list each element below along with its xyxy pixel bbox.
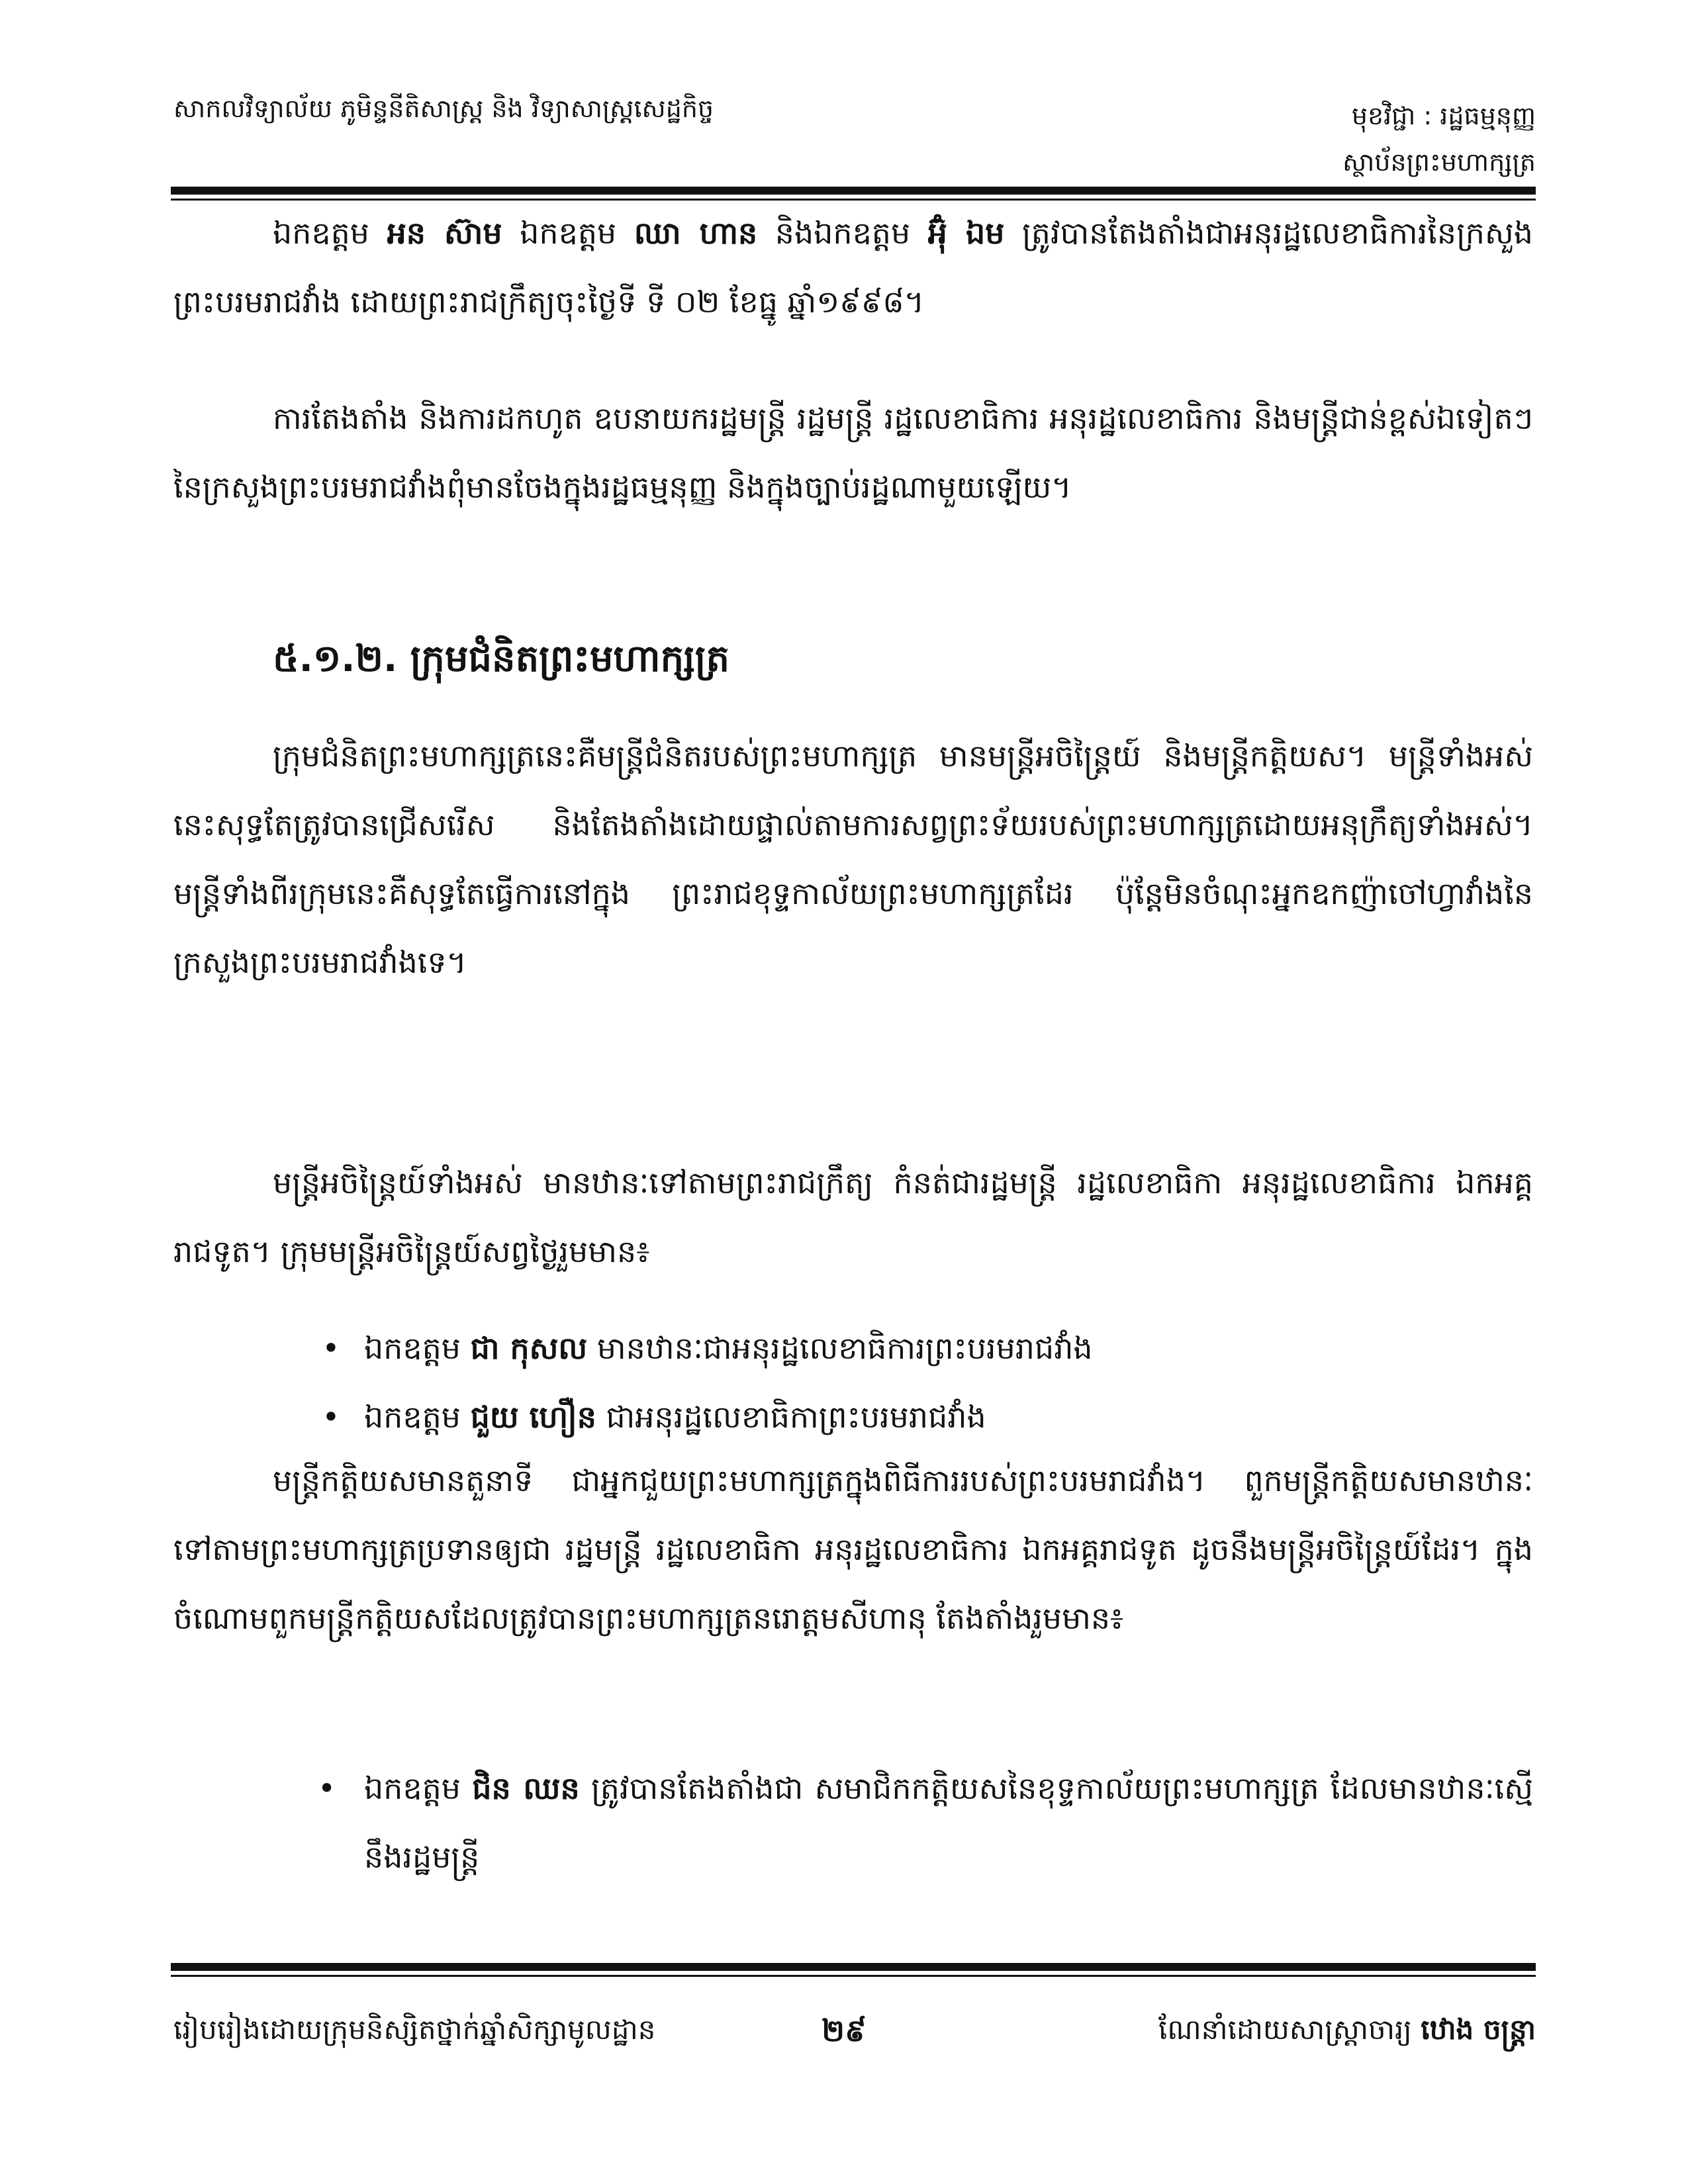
paragraph-appointment-rules: ការតែងតាំង និងការដកហូត ឧបនាយករដ្ឋមន្ត្រី រដ្ឋមន្ត្រី រដ្ឋលេខាធិការ អនុរដ្ឋលេខាធិការ និងមន្ត្រីជាន់ខ្ពស់ឯទៀតៗនៃក្រសួងព្រះបរមរាជវាំងពុំមានចែងក្នុងរដ្ឋធម្មនុញ្ញ និងក្នុងច្បាប់រដ្ឋណាមួយឡើយ។ bbox=[173, 400, 1533, 505]
name-an-siam: អន ស៊ាម bbox=[387, 215, 502, 251]
list-item: • ឯកឧត្តម ជា កុសល មានឋានៈជាអនុរដ្ឋលេខាធិការព្រះបរមរាជវាំង bbox=[318, 1314, 1533, 1383]
paragraph-royal-cabinet: ក្រុមជំនិតព្រះមហាក្សត្រនេះគឺមន្ត្រីជំនិតរបស់ព្រះមហាក្សត្រ មានមន្ត្រីអចិន្ត្រៃយ៍ និងមន្ត្រីកត្តិយស។ មន្ត្រីទាំងអស់នេះសុទ្ធតែត្រូវបានជ្រើសរើស និងតែងតាំងដោយផ្ទាល់តាមការសព្វព្រះទ័យរបស់ព្រះមហាក្សត្រដោយអនុក្រឹត្យទាំងអស់។ មន្ត្រីទាំងពីរក្រុមនេះគឺសុទ្ធតែធ្វើការនៅក្នុង ព្រះរាជខុទ្ទកាល័យព្រះមហាក្សត្រដែរ ប៉ុន្តែមិនចំណុះអ្នកឧកញ៉ាចៅហ្វាវាំងនៃក្រសួងព្រះបរមរាជវាំងទេ។ bbox=[173, 738, 1533, 980]
name-um-em: អ៊ុំ ឯម bbox=[927, 215, 1005, 251]
paragraph-honorary-officials: មន្ត្រីកត្តិយសមានតួនាទី ជាអ្នកជួយព្រះមហាក្សត្រក្នុងពិធីការរបស់ព្រះបរមរាជវាំង។ ពួកមន្ត្រីកត្តិយសមានឋានៈ ទៅតាមព្រះមហាក្សត្រប្រទានឲ្យជា រដ្ឋមន្ត្រី រដ្ឋលេខាធិកា អនុរដ្ឋលេខាធិការ ឯកអគ្គរាជទូត ដូចនឹងមន្ត្រីអចិន្ត្រៃយ៍ដែរ។ ក្នុងចំណោមពួកមន្ត្រីកត្តិយសដែលត្រូវបានព្រះមហាក្សត្រនរោត្តមសីហានុ តែងតាំងរួមមាន៖ bbox=[173, 1463, 1533, 1636]
footer-rule-thick bbox=[171, 1963, 1536, 1971]
bullet-dot-icon: • bbox=[318, 1770, 336, 1806]
paragraph-appointments: ឯកឧត្តម អន ស៊ាម ឯកឧត្តម ឈា ហាន និងឯកឧត្តម អ៊ុំ ឯម ត្រូវបានតែងតាំងជាអនុរដ្ឋលេខាធិការនៃក្រសួងព្រះបរមរាជវាំង ដោយព្រះរាជក្រឹត្យចុះថ្ងៃទី ទី ០២ ខែធ្នូ ឆ្នាំ១៩៩៨។ bbox=[173, 215, 1533, 320]
list-item: • ឯកឧត្តម ជួយ ហឿន ជាអនុរដ្ឋលេខាធិកាព្រះបរមរាជវាំង bbox=[318, 1383, 1533, 1451]
bullet-dot-icon: • bbox=[322, 1330, 340, 1366]
bullet-list-permanent bbox=[318, 1314, 1533, 1451]
footer-rule-thin bbox=[171, 1975, 1536, 1977]
name-chea-han: ឈា ហាន bbox=[633, 215, 758, 251]
list-item: • ឯកឧត្តម ជិន ឈន ត្រូវបានតែងតាំងជា សមាជិកកត្តិយសនៃខុទ្ទកាល័យព្រះមហាក្សត្រ ដែលមានឋានៈស្មើនឹងរដ្ឋមន្ត្រី bbox=[318, 1754, 1533, 1891]
header-topic: ស្ថាប័នព្រះមហាក្សត្រ bbox=[1342, 148, 1536, 177]
section-title: ៥.១.២. ក្រុមជំនិតព្រះមហាក្សត្រ bbox=[273, 637, 730, 680]
bullet-list-honorary bbox=[318, 1754, 1533, 1891]
header-university: សាកលវិទ្យាល័យ ភូមិន្ទនីតិសាស្ត្រ និង វិទ្យាសាស្ត្រសេដ្ឋកិច្ច bbox=[173, 94, 714, 123]
header-subject: មុខវិជ្ជា : រដ្ឋធម្មនុញ្ញ bbox=[1351, 101, 1536, 130]
footer-advisor: ណែនាំដោយសាស្ត្រាចារ្យ ឋោង ចន្ត្រា bbox=[1158, 2013, 1536, 2046]
footer-author: រៀបរៀងដោយក្រុមនិស្សិតថ្នាក់ឆ្នាំសិក្សាមូលដ្ឋាន bbox=[173, 2013, 656, 2046]
header-course bbox=[940, 93, 1536, 185]
paragraph-permanent-officials: មន្ត្រីអចិន្ត្រៃយ៍ទាំងអស់ មានឋានៈទៅតាមព្រះរាជក្រឹត្យ កំនត់ជារដ្ឋមន្ត្រី រដ្ឋលេខាធិកា អនុរដ្ឋលេខាធិការ ឯកអគ្គរាជទូត។ ក្រុមមន្ត្រីអចិន្ត្រៃយ៍សព្វថ្ងៃរួមមាន៖ bbox=[173, 1165, 1533, 1269]
bullet-dot-icon: • bbox=[322, 1399, 340, 1435]
page-number: ២៩ bbox=[821, 2013, 867, 2048]
header-rule-thick bbox=[171, 187, 1536, 195]
